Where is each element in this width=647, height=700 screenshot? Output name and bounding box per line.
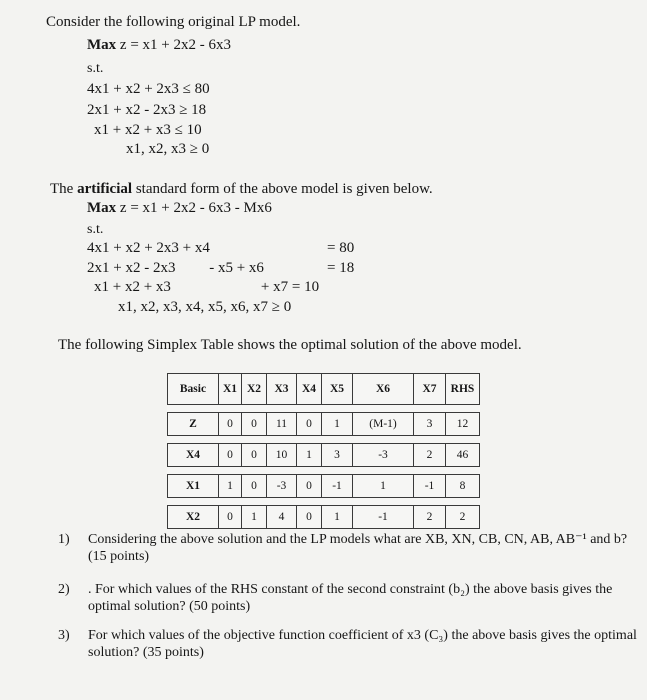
cell: 8 [446,475,480,498]
cell: 2 [414,444,446,467]
cell: 2 [446,506,480,529]
header-x7: X7 [414,374,446,405]
cell: 0 [242,475,267,498]
cell: 0 [242,413,267,436]
nonnegativity-1: x1, x2, x3 ≥ 0 [126,141,210,157]
st-label: s.t. [87,61,104,76]
original-objective: Max z = x1 + 2x2 - 6x3 [87,37,231,53]
header-x4: X4 [297,374,322,405]
question-number: 2) [58,582,70,597]
header-x2: X2 [242,374,267,405]
cell: 1 [322,413,353,436]
cell: 11 [267,413,297,436]
cell: 0 [297,475,322,498]
std-row-2-right: = 18 [327,260,355,276]
cell: 1 [242,506,267,529]
cell: -1 [322,475,353,498]
cell: -1 [353,506,414,529]
question-number: 3) [58,628,70,643]
header-rhs: RHS [446,374,480,405]
cell: -3 [267,475,297,498]
cell: 3 [322,444,353,467]
header-x3: X3 [267,374,297,405]
basic-var: X4 [168,444,219,467]
table-row [168,506,480,529]
st-label-2: s.t. [87,222,104,237]
original-objective-expr: z = x1 + 2x2 - 6x3 [119,37,231,53]
cell: 46 [446,444,480,467]
header-x5: X5 [322,374,353,405]
cell: 4 [267,506,297,529]
header-basic: Basic [168,374,219,405]
std-row-1-right: = 80 [327,240,355,256]
cell: 0 [297,413,322,436]
question-text: For which values of the objective function coefficient of x3 (C₃) the above basis gives the optimal solution? (35 points) [88,628,637,660]
table-row [168,475,480,498]
cell: 3 [414,413,446,436]
basic-var: X2 [168,506,219,529]
cell: 2 [414,506,446,529]
table-row [168,413,480,436]
cell: 0 [219,444,242,467]
original-model-intro: Consider the following original LP model. [46,14,301,30]
cell: -3 [353,444,414,467]
std-row-1-left: 4x1 + x2 + 2x3 + x4 [87,240,210,256]
cell: 0 [219,413,242,436]
cell: 1 [219,475,242,498]
simplex-table [167,373,480,529]
intro-after: standard form of the above model is given below. [132,181,433,197]
standard-objective: Max z = x1 + 2x2 - 6x3 - Mx6 [87,200,272,216]
constraint-1: 4x1 + x2 + 2x3 ≤ 80 [87,81,210,97]
std-row-3: x1 + x2 + x3 + x7 = 10 [94,279,320,295]
cell: 1 [353,475,414,498]
header-x6: X6 [353,374,414,405]
standard-objective-expr: z = x1 + 2x2 - 6x3 - Mx6 [119,200,272,216]
cell: 0 [242,444,267,467]
question-number: 1) [58,532,70,547]
basic-var: Z [168,413,219,436]
header-x1: X1 [219,374,242,405]
standard-form-intro [50,180,433,198]
std-row-2-left: 2x1 + x2 - 2x3 - x5 + x6 [87,260,264,276]
constraint-2: 2x1 + x2 - 2x3 ≥ 18 [87,102,207,118]
cell: 1 [297,444,322,467]
table-header-row [168,374,480,405]
question-text: Considering the above solution and the LP models what are XB, XN, CB, CN, AB, AB⁻¹ and b? (15 points) [88,532,628,564]
nonnegativity-2: x1, x2, x3, x4, x5, x6, x7 ≥ 0 [118,299,292,315]
constraint-3: x1 + x2 + x3 ≤ 10 [94,122,202,138]
cell: 10 [267,444,297,467]
simplex-intro: The following Simplex Table shows the optimal solution of the above model. [58,337,522,353]
basic-var: X1 [168,475,219,498]
intro-bold: artificial [77,181,133,197]
cell: (M-1) [353,413,414,436]
cell: 1 [322,506,353,529]
cell: 0 [219,506,242,529]
cell: 0 [297,506,322,529]
question-text: . For which values of the RHS constant of the second constraint (b₂) the above basis gives the optimal solution? (50 points) [88,582,613,614]
intro-before: The [50,181,78,197]
table-row [168,444,480,467]
cell: 12 [446,413,480,436]
cell: -1 [414,475,446,498]
